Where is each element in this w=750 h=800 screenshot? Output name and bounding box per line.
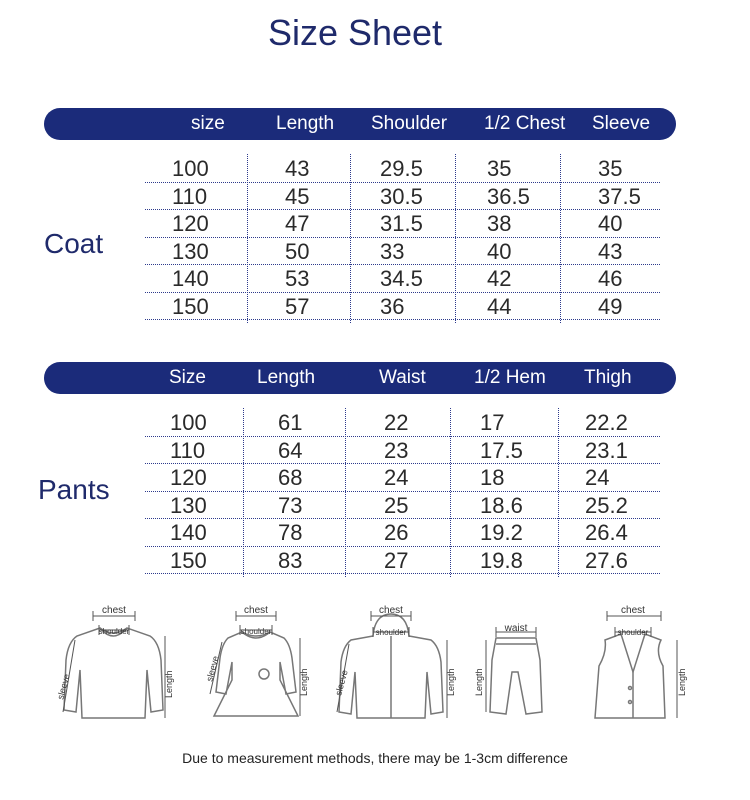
coat-row-divider bbox=[145, 264, 660, 265]
pants-col-divider bbox=[243, 408, 244, 577]
measurement-note: Due to measurement methods, there may be 1-3cm difference bbox=[182, 750, 568, 766]
coat-cell: 33 bbox=[380, 238, 405, 264]
vest-shoulder-label: shoulder bbox=[617, 628, 649, 637]
coat-row-divider bbox=[145, 209, 660, 210]
coat-header-sleeve: Sleeve bbox=[592, 113, 651, 134]
pants-cell: 19.2 bbox=[480, 520, 523, 545]
pants-header-thigh: Thigh bbox=[584, 367, 632, 388]
sweater-diagram bbox=[55, 600, 174, 730]
pants-cell: 73 bbox=[278, 492, 303, 518]
pants-cell: 130 bbox=[170, 492, 207, 518]
dress-diagram bbox=[200, 600, 315, 730]
coat-header-shoulder: Shoulder bbox=[371, 113, 448, 134]
pants-cell: 18 bbox=[480, 465, 505, 490]
sweater-chest-label: chest bbox=[102, 605, 126, 616]
coat-cell: 35 bbox=[487, 156, 512, 181]
pants-cell: 25 bbox=[384, 492, 409, 518]
pants-cell: 110 bbox=[170, 437, 206, 463]
vest-chest-label: chest bbox=[621, 605, 645, 616]
pants-cell: 22 bbox=[384, 410, 409, 435]
pants-cell: 18.6 bbox=[480, 492, 523, 518]
hoodie-shoulder-label: shoulder bbox=[375, 628, 407, 637]
sweater-shoulder-label: shoulder bbox=[98, 627, 130, 636]
coat-cell: 43 bbox=[285, 156, 310, 181]
pants-cell: 24 bbox=[585, 465, 610, 490]
coat-col-divider bbox=[560, 154, 561, 323]
pants-cell: 150 bbox=[170, 547, 207, 573]
dress-sleeve-label: sleeve bbox=[204, 654, 221, 683]
pants-cell: 25.2 bbox=[585, 492, 628, 518]
coat-col-divider bbox=[247, 154, 248, 323]
pants-header-length: Length bbox=[257, 367, 316, 388]
pants-cell: 61 bbox=[278, 410, 303, 435]
pants-header-waist: Waist bbox=[379, 367, 426, 388]
pants-cell: 120 bbox=[170, 465, 207, 490]
coat-cell: 130 bbox=[172, 238, 209, 264]
coat-cell: 36 bbox=[380, 293, 405, 319]
coat-cell: 44 bbox=[487, 293, 512, 319]
coat-cell: 38 bbox=[487, 211, 512, 236]
coat-header-size: size bbox=[191, 113, 225, 134]
coat-cell: 34.5 bbox=[380, 266, 423, 291]
page-title: Size Sheet bbox=[267, 12, 443, 53]
vest-diagram bbox=[585, 600, 690, 730]
dress-shoulder-label: shoulder bbox=[240, 627, 272, 636]
coat-label: Coat bbox=[44, 228, 104, 259]
pants-cell: 64 bbox=[278, 437, 303, 463]
sweater-length-label: Length bbox=[164, 670, 174, 698]
sweater-icon bbox=[55, 600, 174, 725]
pants-row-divider bbox=[145, 573, 660, 574]
pants-col-divider bbox=[558, 408, 559, 577]
pants-icon bbox=[470, 600, 560, 725]
dress-icon bbox=[200, 600, 315, 725]
coat-cell: 30.5 bbox=[380, 183, 423, 209]
pants-cell: 26.4 bbox=[585, 520, 628, 545]
hoodie-diagram bbox=[335, 600, 455, 730]
coat-cell: 40 bbox=[487, 238, 512, 264]
hoodie-chest-label: chest bbox=[379, 605, 403, 616]
pants-cell: 26 bbox=[384, 520, 409, 545]
coat-col-divider bbox=[350, 154, 351, 323]
sweater-sleeve-label: sleeve bbox=[55, 672, 72, 701]
vest-length-label: Length bbox=[677, 668, 687, 696]
pants-row-divider bbox=[145, 518, 660, 519]
coat-row-divider bbox=[145, 182, 660, 183]
pants-cell: 83 bbox=[278, 547, 303, 573]
coat-cell: 31.5 bbox=[380, 211, 423, 236]
pants-header-band bbox=[44, 362, 676, 394]
dress-length-label: Length bbox=[299, 668, 309, 696]
pants-header-size: Size bbox=[169, 367, 206, 388]
pants-col-divider bbox=[345, 408, 346, 577]
pants-cell: 17.5 bbox=[480, 437, 523, 463]
coat-row-divider bbox=[145, 292, 660, 293]
coat-cell: 42 bbox=[487, 266, 512, 291]
coat-cell: 53 bbox=[285, 266, 310, 291]
coat-cell: 49 bbox=[598, 293, 623, 319]
coat-cell: 140 bbox=[172, 266, 209, 291]
pants-cell: 17 bbox=[480, 410, 505, 435]
pants-cell: 22.2 bbox=[585, 410, 628, 435]
hoodie-icon bbox=[335, 600, 455, 725]
coat-cell: 45 bbox=[285, 183, 310, 209]
pants-cell: 68 bbox=[278, 465, 303, 490]
coat-cell: 110 bbox=[172, 183, 208, 209]
coat-row-divider bbox=[145, 319, 660, 320]
pants-row-divider bbox=[145, 463, 660, 464]
coat-cell: 120 bbox=[172, 211, 209, 236]
coat-cell: 40 bbox=[598, 211, 623, 236]
coat-cell: 46 bbox=[598, 266, 623, 291]
pants-col-divider bbox=[450, 408, 451, 577]
coat-cell: 150 bbox=[172, 293, 209, 319]
coat-row-divider bbox=[145, 237, 660, 238]
coat-cell: 100 bbox=[172, 156, 209, 181]
pants-diagram bbox=[470, 600, 560, 730]
coat-cell: 36.5 bbox=[487, 183, 530, 209]
pants-cell: 23.1 bbox=[585, 437, 628, 463]
coat-cell: 50 bbox=[285, 238, 310, 264]
pants-cell: 24 bbox=[384, 465, 409, 490]
coat-cell: 35 bbox=[598, 156, 623, 181]
vest-icon bbox=[585, 600, 690, 725]
hoodie-length-label: Length bbox=[446, 668, 456, 696]
pants-cell: 27 bbox=[384, 547, 409, 573]
pants-row-divider bbox=[145, 436, 660, 437]
coat-col-divider bbox=[455, 154, 456, 323]
pants-header-half-hem: 1/2 Hem bbox=[474, 367, 546, 388]
coat-cell: 43 bbox=[598, 238, 623, 264]
coat-header-band bbox=[44, 108, 676, 140]
pants-length-label: Length bbox=[474, 668, 484, 696]
pants-row-divider bbox=[145, 546, 660, 547]
coat-cell: 37.5 bbox=[598, 183, 641, 209]
pants-label: Pants bbox=[38, 474, 110, 505]
coat-cell: 47 bbox=[285, 211, 310, 236]
pants-cell: 100 bbox=[170, 410, 207, 435]
pants-cell: 23 bbox=[384, 437, 409, 463]
coat-cell: 57 bbox=[285, 293, 310, 319]
dress-chest-label: chest bbox=[244, 605, 268, 616]
coat-header-length: Length bbox=[276, 113, 335, 134]
coat-cell: 29.5 bbox=[380, 156, 423, 181]
pants-cell: 19.8 bbox=[480, 547, 523, 573]
coat-header-half-chest: 1/2 Chest bbox=[484, 113, 566, 134]
pants-cell: 27.6 bbox=[585, 547, 628, 573]
pants-cell: 78 bbox=[278, 520, 303, 545]
pants-waist-label: waist bbox=[504, 623, 528, 634]
pants-cell: 140 bbox=[170, 520, 207, 545]
pants-row-divider bbox=[145, 491, 660, 492]
hoodie-sleeve-label: sleeve bbox=[333, 668, 350, 697]
